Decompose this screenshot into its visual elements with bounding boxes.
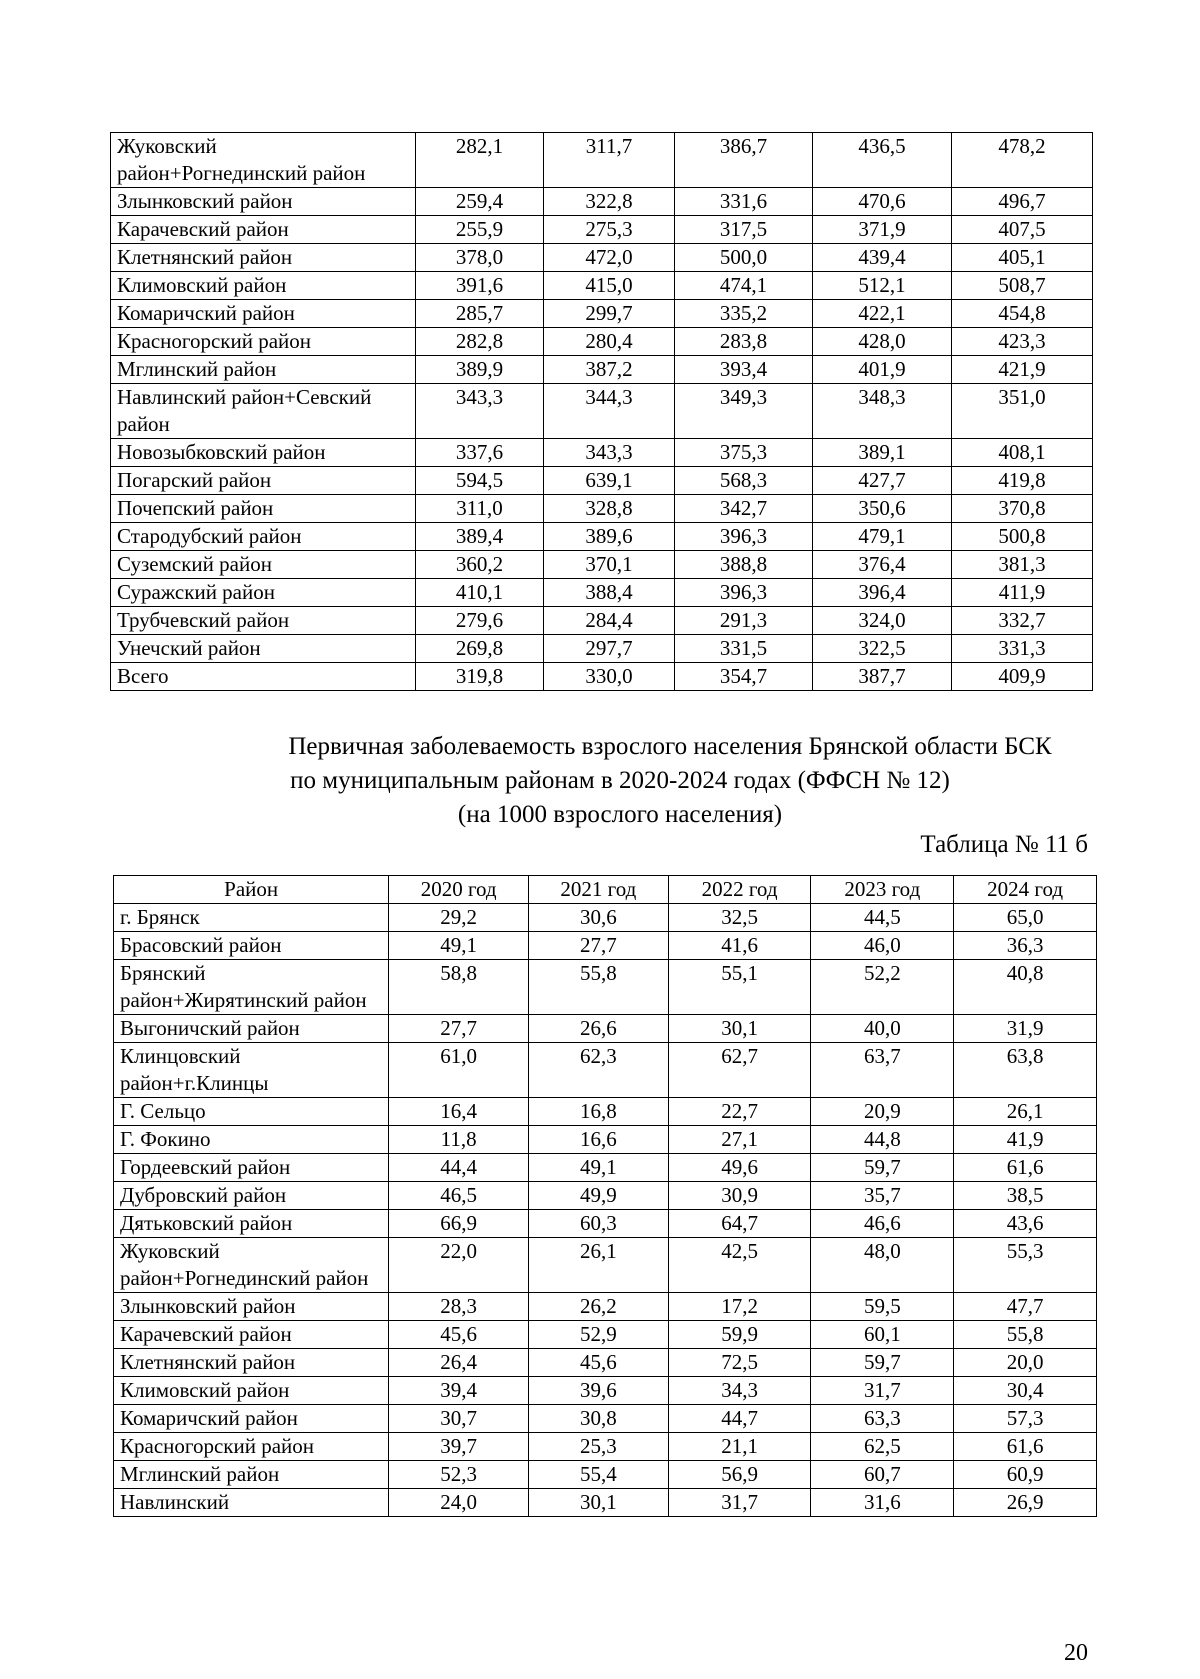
value-cell: 479,1 xyxy=(813,523,952,551)
header-district: Район xyxy=(114,876,389,904)
value-cell: 30,4 xyxy=(954,1377,1097,1405)
value-cell: 328,8 xyxy=(544,495,675,523)
value-cell: 280,4 xyxy=(544,328,675,356)
value-cell: 350,6 xyxy=(813,495,952,523)
table-row xyxy=(114,1349,1097,1377)
district-cell: Клетнянский район xyxy=(111,244,416,272)
value-cell: 317,5 xyxy=(675,216,813,244)
district-cell: Трубчевский район xyxy=(111,607,416,635)
value-cell: 60,9 xyxy=(954,1461,1097,1489)
value-cell: 508,7 xyxy=(952,272,1093,300)
table-row xyxy=(114,1405,1097,1433)
value-cell: 60,7 xyxy=(811,1461,954,1489)
district-cell: Суражский район xyxy=(111,579,416,607)
district-cell: Выгоничский район xyxy=(114,1015,389,1043)
value-cell: 44,7 xyxy=(668,1405,811,1433)
value-cell: 59,7 xyxy=(811,1349,954,1377)
value-cell: 27,7 xyxy=(389,1015,529,1043)
table-row xyxy=(114,1377,1097,1405)
value-cell: 41,6 xyxy=(668,932,811,960)
table-row xyxy=(111,300,1093,328)
district-cell: Унечский район xyxy=(111,635,416,663)
value-cell: 342,7 xyxy=(675,495,813,523)
table-row xyxy=(114,1461,1097,1489)
table-row xyxy=(111,216,1093,244)
district-cell: Дубровский район xyxy=(114,1182,389,1210)
value-cell: 55,8 xyxy=(529,960,669,1015)
table-row xyxy=(114,1489,1097,1517)
table-row xyxy=(111,328,1093,356)
value-cell: 49,6 xyxy=(668,1154,811,1182)
value-cell: 21,1 xyxy=(668,1433,811,1461)
value-cell: 386,7 xyxy=(675,133,813,188)
value-cell: 27,7 xyxy=(529,932,669,960)
value-cell: 31,7 xyxy=(668,1489,811,1517)
value-cell: 31,7 xyxy=(811,1377,954,1405)
value-cell: 39,6 xyxy=(529,1377,669,1405)
header-2020: 2020 год xyxy=(389,876,529,904)
table-row xyxy=(114,1015,1097,1043)
value-cell: 269,8 xyxy=(416,635,544,663)
table-row xyxy=(111,579,1093,607)
value-cell: 332,7 xyxy=(952,607,1093,635)
value-cell: 371,9 xyxy=(813,216,952,244)
table-row xyxy=(114,1043,1097,1098)
value-cell: 297,7 xyxy=(544,635,675,663)
value-cell: 65,0 xyxy=(954,904,1097,932)
district-cell: Суземский район xyxy=(111,551,416,579)
table-row xyxy=(111,607,1093,635)
value-cell: 354,7 xyxy=(675,663,813,691)
district-cell: Комаричский район xyxy=(111,300,416,328)
value-cell: 26,2 xyxy=(529,1293,669,1321)
bottom-table-body xyxy=(114,904,1097,1517)
value-cell: 26,1 xyxy=(954,1098,1097,1126)
value-cell: 64,7 xyxy=(668,1210,811,1238)
value-cell: 283,8 xyxy=(675,328,813,356)
value-cell: 311,0 xyxy=(416,495,544,523)
table-row xyxy=(111,495,1093,523)
value-cell: 415,0 xyxy=(544,272,675,300)
district-cell: Карачевский район xyxy=(111,216,416,244)
table-row xyxy=(111,467,1093,495)
value-cell: 500,0 xyxy=(675,244,813,272)
value-cell: 291,3 xyxy=(675,607,813,635)
value-cell: 24,0 xyxy=(389,1489,529,1517)
value-cell: 61,6 xyxy=(954,1433,1097,1461)
value-cell: 63,7 xyxy=(811,1043,954,1098)
value-cell: 20,9 xyxy=(811,1098,954,1126)
value-cell: 35,7 xyxy=(811,1182,954,1210)
district-cell: Новозыбковский район xyxy=(111,439,416,467)
value-cell: 32,5 xyxy=(668,904,811,932)
value-cell: 27,1 xyxy=(668,1126,811,1154)
value-cell: 393,4 xyxy=(675,356,813,384)
value-cell: 331,5 xyxy=(675,635,813,663)
value-cell: 389,1 xyxy=(813,439,952,467)
value-cell: 40,0 xyxy=(811,1015,954,1043)
value-cell: 388,4 xyxy=(544,579,675,607)
value-cell: 337,6 xyxy=(416,439,544,467)
value-cell: 55,8 xyxy=(954,1321,1097,1349)
value-cell: 343,3 xyxy=(544,439,675,467)
value-cell: 28,3 xyxy=(389,1293,529,1321)
value-cell: 378,0 xyxy=(416,244,544,272)
value-cell: 419,8 xyxy=(952,467,1093,495)
value-cell: 61,0 xyxy=(389,1043,529,1098)
value-cell: 370,8 xyxy=(952,495,1093,523)
district-cell: Мглинский район xyxy=(111,356,416,384)
value-cell: 282,1 xyxy=(416,133,544,188)
value-cell: 20,0 xyxy=(954,1349,1097,1377)
value-cell: 284,4 xyxy=(544,607,675,635)
table-caption-line-3: (на 1000 взрослого населения) xyxy=(457,801,783,828)
value-cell: 49,1 xyxy=(529,1154,669,1182)
value-cell: 52,9 xyxy=(529,1321,669,1349)
district-cell: Гордеевский район xyxy=(114,1154,389,1182)
table-row xyxy=(114,1154,1097,1182)
value-cell: 411,9 xyxy=(952,579,1093,607)
value-cell: 387,2 xyxy=(544,356,675,384)
value-cell: 472,0 xyxy=(544,244,675,272)
value-cell: 396,4 xyxy=(813,579,952,607)
district-cell: г. Брянск xyxy=(114,904,389,932)
district-cell: Жуковский район+Рогнединский район xyxy=(114,1238,389,1293)
value-cell: 62,3 xyxy=(529,1043,669,1098)
table-row xyxy=(114,1098,1097,1126)
value-cell: 55,1 xyxy=(668,960,811,1015)
value-cell: 322,5 xyxy=(813,635,952,663)
district-cell: Навлинский район+Севский район xyxy=(111,384,416,439)
value-cell: 22,0 xyxy=(389,1238,529,1293)
table-row xyxy=(111,439,1093,467)
value-cell: 41,9 xyxy=(954,1126,1097,1154)
value-cell: 348,3 xyxy=(813,384,952,439)
value-cell: 60,3 xyxy=(529,1210,669,1238)
district-cell: Климовский район xyxy=(111,272,416,300)
value-cell: 26,1 xyxy=(529,1238,669,1293)
table-caption-line-1: Первичная заболеваемость взрослого населения Брянской области БСК xyxy=(288,733,1052,760)
value-cell: 60,1 xyxy=(811,1321,954,1349)
district-cell: Злынковский район xyxy=(114,1293,389,1321)
value-cell: 387,7 xyxy=(813,663,952,691)
value-cell: 55,3 xyxy=(954,1238,1097,1293)
table-row xyxy=(111,663,1093,691)
district-cell: Навлинский xyxy=(114,1489,389,1517)
district-cell: Карачевский район xyxy=(114,1321,389,1349)
value-cell: 478,2 xyxy=(952,133,1093,188)
district-cell: Жуковский район+Рогнединский район xyxy=(111,133,416,188)
value-cell: 454,8 xyxy=(952,300,1093,328)
value-cell: 396,3 xyxy=(675,523,813,551)
value-cell: 16,8 xyxy=(529,1098,669,1126)
value-cell: 428,0 xyxy=(813,328,952,356)
district-cell: Комаричский район xyxy=(114,1405,389,1433)
value-cell: 22,7 xyxy=(668,1098,811,1126)
value-cell: 500,8 xyxy=(952,523,1093,551)
value-cell: 49,9 xyxy=(529,1182,669,1210)
value-cell: 61,6 xyxy=(954,1154,1097,1182)
value-cell: 59,7 xyxy=(811,1154,954,1182)
value-cell: 48,0 xyxy=(811,1238,954,1293)
value-cell: 62,5 xyxy=(811,1433,954,1461)
table-row xyxy=(111,523,1093,551)
value-cell: 343,3 xyxy=(416,384,544,439)
value-cell: 331,3 xyxy=(952,635,1093,663)
value-cell: 389,6 xyxy=(544,523,675,551)
header-2023: 2023 год xyxy=(811,876,954,904)
value-cell: 421,9 xyxy=(952,356,1093,384)
value-cell: 311,7 xyxy=(544,133,675,188)
value-cell: 30,6 xyxy=(529,904,669,932)
table-row xyxy=(114,960,1097,1015)
value-cell: 275,3 xyxy=(544,216,675,244)
value-cell: 42,5 xyxy=(668,1238,811,1293)
value-cell: 439,4 xyxy=(813,244,952,272)
value-cell: 324,0 xyxy=(813,607,952,635)
value-cell: 408,1 xyxy=(952,439,1093,467)
value-cell: 47,7 xyxy=(954,1293,1097,1321)
value-cell: 39,7 xyxy=(389,1433,529,1461)
value-cell: 474,1 xyxy=(675,272,813,300)
value-cell: 381,3 xyxy=(952,551,1093,579)
table-row xyxy=(114,1293,1097,1321)
value-cell: 57,3 xyxy=(954,1405,1097,1433)
value-cell: 26,6 xyxy=(529,1015,669,1043)
value-cell: 29,2 xyxy=(389,904,529,932)
district-cell: Брянский район+Жирятинский район xyxy=(114,960,389,1015)
value-cell: 40,8 xyxy=(954,960,1097,1015)
value-cell: 44,8 xyxy=(811,1126,954,1154)
value-cell: 255,9 xyxy=(416,216,544,244)
table-row xyxy=(111,551,1093,579)
value-cell: 55,4 xyxy=(529,1461,669,1489)
district-cell: Г. Сельцо xyxy=(114,1098,389,1126)
district-cell: Дятьковский район xyxy=(114,1210,389,1238)
value-cell: 36,3 xyxy=(954,932,1097,960)
value-cell: 322,8 xyxy=(544,188,675,216)
value-cell: 409,9 xyxy=(952,663,1093,691)
bottom-incidence-table xyxy=(113,875,1097,1517)
top-incidence-table xyxy=(110,132,1093,691)
value-cell: 282,8 xyxy=(416,328,544,356)
value-cell: 11,8 xyxy=(389,1126,529,1154)
value-cell: 43,6 xyxy=(954,1210,1097,1238)
value-cell: 279,6 xyxy=(416,607,544,635)
value-cell: 639,1 xyxy=(544,467,675,495)
header-2024: 2024 год xyxy=(954,876,1097,904)
value-cell: 391,6 xyxy=(416,272,544,300)
value-cell: 30,9 xyxy=(668,1182,811,1210)
value-cell: 422,1 xyxy=(813,300,952,328)
value-cell: 52,3 xyxy=(389,1461,529,1489)
table-row xyxy=(111,272,1093,300)
value-cell: 330,0 xyxy=(544,663,675,691)
value-cell: 16,4 xyxy=(389,1098,529,1126)
district-cell: Красногорский район xyxy=(111,328,416,356)
value-cell: 344,3 xyxy=(544,384,675,439)
district-cell: Брасовский район xyxy=(114,932,389,960)
value-cell: 49,1 xyxy=(389,932,529,960)
value-cell: 44,5 xyxy=(811,904,954,932)
value-cell: 58,8 xyxy=(389,960,529,1015)
district-cell: Клетнянский район xyxy=(114,1349,389,1377)
value-cell: 594,5 xyxy=(416,467,544,495)
table-row xyxy=(114,932,1097,960)
value-cell: 45,6 xyxy=(529,1349,669,1377)
value-cell: 72,5 xyxy=(668,1349,811,1377)
value-cell: 349,3 xyxy=(675,384,813,439)
top-table-body xyxy=(111,133,1093,691)
value-cell: 30,7 xyxy=(389,1405,529,1433)
value-cell: 30,1 xyxy=(529,1489,669,1517)
table-row xyxy=(111,188,1093,216)
value-cell: 31,6 xyxy=(811,1489,954,1517)
value-cell: 44,4 xyxy=(389,1154,529,1182)
value-cell: 31,9 xyxy=(954,1015,1097,1043)
district-cell: Клинцовский район+г.Клинцы xyxy=(114,1043,389,1098)
value-cell: 375,3 xyxy=(675,439,813,467)
value-cell: 26,4 xyxy=(389,1349,529,1377)
header-2022: 2022 год xyxy=(668,876,811,904)
value-cell: 423,3 xyxy=(952,328,1093,356)
value-cell: 46,6 xyxy=(811,1210,954,1238)
value-cell: 62,7 xyxy=(668,1043,811,1098)
value-cell: 16,6 xyxy=(529,1126,669,1154)
table-row xyxy=(111,356,1093,384)
value-cell: 56,9 xyxy=(668,1461,811,1489)
value-cell: 331,6 xyxy=(675,188,813,216)
value-cell: 436,5 xyxy=(813,133,952,188)
district-cell: Стародубский район xyxy=(111,523,416,551)
value-cell: 568,3 xyxy=(675,467,813,495)
table-row xyxy=(114,1321,1097,1349)
table-row xyxy=(114,1182,1097,1210)
table-row xyxy=(114,1238,1097,1293)
value-cell: 52,2 xyxy=(811,960,954,1015)
district-cell: Злынковский район xyxy=(111,188,416,216)
value-cell: 396,3 xyxy=(675,579,813,607)
value-cell: 405,1 xyxy=(952,244,1093,272)
table-row xyxy=(114,1210,1097,1238)
value-cell: 470,6 xyxy=(813,188,952,216)
value-cell: 59,5 xyxy=(811,1293,954,1321)
page-number: 20 xyxy=(1064,1640,1088,1666)
value-cell: 389,4 xyxy=(416,523,544,551)
value-cell: 25,3 xyxy=(529,1433,669,1461)
value-cell: 389,9 xyxy=(416,356,544,384)
table-row xyxy=(111,635,1093,663)
table-row xyxy=(111,244,1093,272)
value-cell: 407,5 xyxy=(952,216,1093,244)
table-row xyxy=(111,133,1093,188)
value-cell: 30,8 xyxy=(529,1405,669,1433)
value-cell: 512,1 xyxy=(813,272,952,300)
value-cell: 351,0 xyxy=(952,384,1093,439)
table-caption-line-2: по муниципальным районам в 2020-2024 годах (ФФСН № 12) xyxy=(290,767,950,794)
value-cell: 59,9 xyxy=(668,1321,811,1349)
value-cell: 63,8 xyxy=(954,1043,1097,1098)
value-cell: 285,7 xyxy=(416,300,544,328)
value-cell: 335,2 xyxy=(675,300,813,328)
value-cell: 388,8 xyxy=(675,551,813,579)
table-row xyxy=(111,384,1093,439)
value-cell: 30,1 xyxy=(668,1015,811,1043)
value-cell: 370,1 xyxy=(544,551,675,579)
value-cell: 26,9 xyxy=(954,1489,1097,1517)
district-cell: Погарский район xyxy=(111,467,416,495)
value-cell: 39,4 xyxy=(389,1377,529,1405)
district-cell: Почепский район xyxy=(111,495,416,523)
district-cell: Мглинский район xyxy=(114,1461,389,1489)
table-row xyxy=(114,904,1097,932)
district-cell: Климовский район xyxy=(114,1377,389,1405)
value-cell: 259,4 xyxy=(416,188,544,216)
value-cell: 319,8 xyxy=(416,663,544,691)
value-cell: 66,9 xyxy=(389,1210,529,1238)
value-cell: 427,7 xyxy=(813,467,952,495)
value-cell: 376,4 xyxy=(813,551,952,579)
value-cell: 401,9 xyxy=(813,356,952,384)
header-2021: 2021 год xyxy=(529,876,669,904)
value-cell: 299,7 xyxy=(544,300,675,328)
district-cell: Красногорский район xyxy=(114,1433,389,1461)
value-cell: 496,7 xyxy=(952,188,1093,216)
value-cell: 45,6 xyxy=(389,1321,529,1349)
header-row xyxy=(114,876,1097,904)
bottom-table-header xyxy=(114,876,1097,904)
district-cell: Всего xyxy=(111,663,416,691)
district-cell: Г. Фокино xyxy=(114,1126,389,1154)
value-cell: 46,0 xyxy=(811,932,954,960)
value-cell: 360,2 xyxy=(416,551,544,579)
value-cell: 38,5 xyxy=(954,1182,1097,1210)
value-cell: 34,3 xyxy=(668,1377,811,1405)
value-cell: 63,3 xyxy=(811,1405,954,1433)
value-cell: 410,1 xyxy=(416,579,544,607)
value-cell: 46,5 xyxy=(389,1182,529,1210)
value-cell: 17,2 xyxy=(668,1293,811,1321)
table-row xyxy=(114,1126,1097,1154)
table-number: Таблица № 11 б xyxy=(920,831,1088,858)
table-row xyxy=(114,1433,1097,1461)
